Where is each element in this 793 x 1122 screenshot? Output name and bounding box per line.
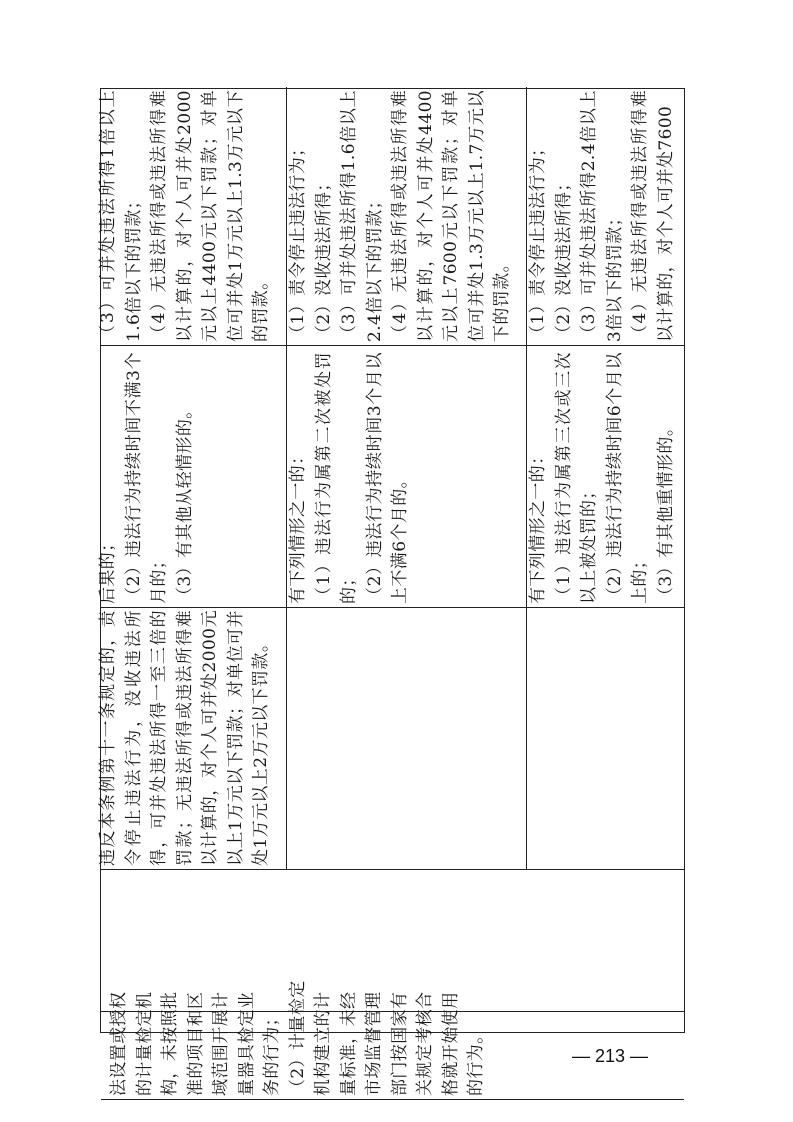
violation-line: 格就开始使用 <box>440 991 461 1096</box>
circumstance-cell-general <box>286 352 526 604</box>
punishment-line: （1）责令停止违法行为； <box>528 139 548 342</box>
violation-line: （2）计量检定 <box>287 980 308 1096</box>
violation-line: 机构建立的计 <box>313 991 333 1096</box>
circumstance-line: 有下列情形之一的： <box>288 447 308 604</box>
punishment-cell-light <box>96 90 284 342</box>
violation-line: 部门按国家有 <box>389 991 410 1096</box>
punishment-cell-general <box>286 90 526 342</box>
violation-description-cell <box>107 874 507 1096</box>
punishment-line: （4）无违法所得或违法所得难以计算的，对个人可并处7600 <box>630 90 676 342</box>
violation-line: 准的项目和区 <box>185 991 206 1096</box>
violation-line: 构，未按照批 <box>160 991 180 1096</box>
penalty-provision-text: 违反本条例第十一条规定的，责令停止违法行为，没收违法所得，可并处违法所得一至三倍的罚款；无违法所得或违法所得难以计算的，对个人可并处2000元以上1万元以下罚款；对单位可并处1万元以上2万元以下罚款。 <box>98 610 271 866</box>
column-divider <box>101 1099 684 1100</box>
punishment-line: （3）可并处违法所得2.4倍以上3倍以下的罚款； <box>579 90 625 342</box>
violation-line: 量标准，未经 <box>338 991 359 1096</box>
circumstance-line: （1）违法行为属第三次或三次以上被处罚的； <box>553 352 599 604</box>
violation-line: 量器具检定业 <box>236 991 257 1096</box>
column-divider <box>101 869 684 870</box>
violation-line: 市场监督管理 <box>364 991 384 1096</box>
violation-description <box>107 874 490 1096</box>
punishment-line: （4）无违法所得或违法所得难以计算的，对个人可并处2000元以上4400元以下罚款；对单位可并处1万元以上1.3万元以下的罚款。 <box>149 90 271 342</box>
circumstance-line: （3）有其他从轻情形的。 <box>174 401 195 604</box>
punishment-line: （2）没收违法所得； <box>313 174 334 342</box>
column-divider <box>101 345 684 346</box>
column-divider <box>101 607 684 608</box>
circumstance-line: （2）违法行为持续时间不满3个月的； <box>123 352 169 604</box>
violation-line: 域范围开展计 <box>211 991 231 1096</box>
punishment-cell-serious <box>526 90 684 342</box>
punishment-line: （2）没收违法所得； <box>553 174 574 342</box>
violation-line: 的计量检定机 <box>134 991 155 1096</box>
punishment-line: （3）可并处违法所得1.6倍以上2.4倍以下的罚款； <box>339 90 385 342</box>
circumstance-cell-light <box>96 352 284 604</box>
violation-line: 务的行为； <box>262 1009 282 1096</box>
penalty-provision-cell <box>96 610 516 866</box>
circumstance-line: （2）违法行为持续时间6个月以上的； <box>604 352 650 604</box>
circumstance-cell-serious <box>526 352 684 604</box>
violation-line: 关规定考核合 <box>415 991 435 1096</box>
circumstance-line: 有下列情形之一的： <box>528 447 548 604</box>
punishment-line: （4）无违法所得或违法所得难以计算的，对个人可并处4400元以上7600元以下罚款；对单位可并处1.3万元以上1.7万元以下的罚款。 <box>390 90 512 342</box>
violation-line: 法设置或授权 <box>109 991 129 1096</box>
circumstance-line: 后果的； <box>98 534 118 604</box>
circumstance-line: （1）违法行为属第二次被处罚的； <box>313 352 359 604</box>
circumstance-line: （3）有其他重情形的。 <box>655 418 676 604</box>
punishment-line: （3）可并处违法所得1倍以上1.6倍以下的罚款； <box>98 90 144 342</box>
circumstance-line: （2）违法行为持续时间3个月以上不满6个月的。 <box>364 352 410 604</box>
page-number: — 213 — <box>572 1046 649 1066</box>
punishment-line: （1）责令停止违法行为； <box>288 139 308 342</box>
violation-line: 的行为。 <box>466 1026 486 1096</box>
